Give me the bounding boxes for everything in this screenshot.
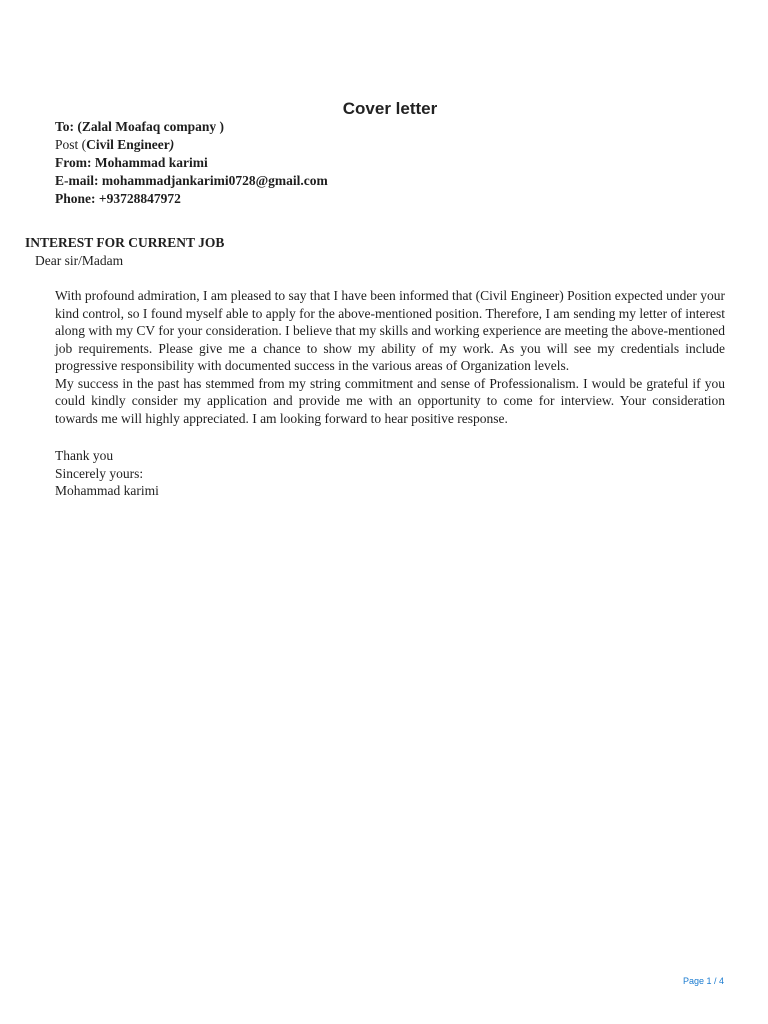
- section-heading: INTEREST FOR CURRENT JOB: [25, 235, 225, 250]
- salutation: Dear sir/Madam: [35, 253, 124, 268]
- page-title: Cover letter: [342, 99, 438, 118]
- closing-signoff: Sincerely yours:: [55, 465, 144, 481]
- post-suffix: ): [169, 137, 175, 152]
- body-paragraph: With profound admiration, I am pleased to say that I have been informed that (Civil Engineer) Position expected under your kind control, so I found myself able to apply for the above-mentioned position. Therefore, I am sending my letter of interest along with my CV for your consideration. I believe that my skills and working experience are meeting the above-mentioned job requirements. Please give me a chance to show my ability of my work. As you will see my credentials include progressive responsibility with documented success in the various areas of Organization levels.: [55, 288, 725, 373]
- post-value: Civil Engineer: [86, 137, 170, 152]
- email-line: E-mail: mohammadjankarimi0728@gmail.com: [55, 173, 328, 188]
- body-paragraph: My success in the past has stemmed from my string commitment and sense of Professionalism. I would be grateful if you could kindly consider my application and provide me with an opportunity to come for interview. Your consideration towards me will highly appreciated. I am looking forward to hear positive response.: [55, 375, 725, 426]
- post-line: [55, 136, 328, 154]
- recipient-line: To: (Zalal Moafaq company ): [55, 119, 225, 134]
- sender-line: From: Mohammad karimi: [55, 155, 208, 170]
- phone-line: Phone: +93728847972: [55, 191, 181, 206]
- post-prefix: Post (: [55, 137, 87, 152]
- letter-header: [55, 118, 328, 208]
- page-indicator: Page 1 / 4: [682, 976, 724, 986]
- signature-name: Mohammad karimi: [55, 483, 159, 498]
- letter-closing: [55, 447, 159, 500]
- closing-thanks: Thank you: [55, 448, 114, 463]
- letter-body: [55, 287, 725, 427]
